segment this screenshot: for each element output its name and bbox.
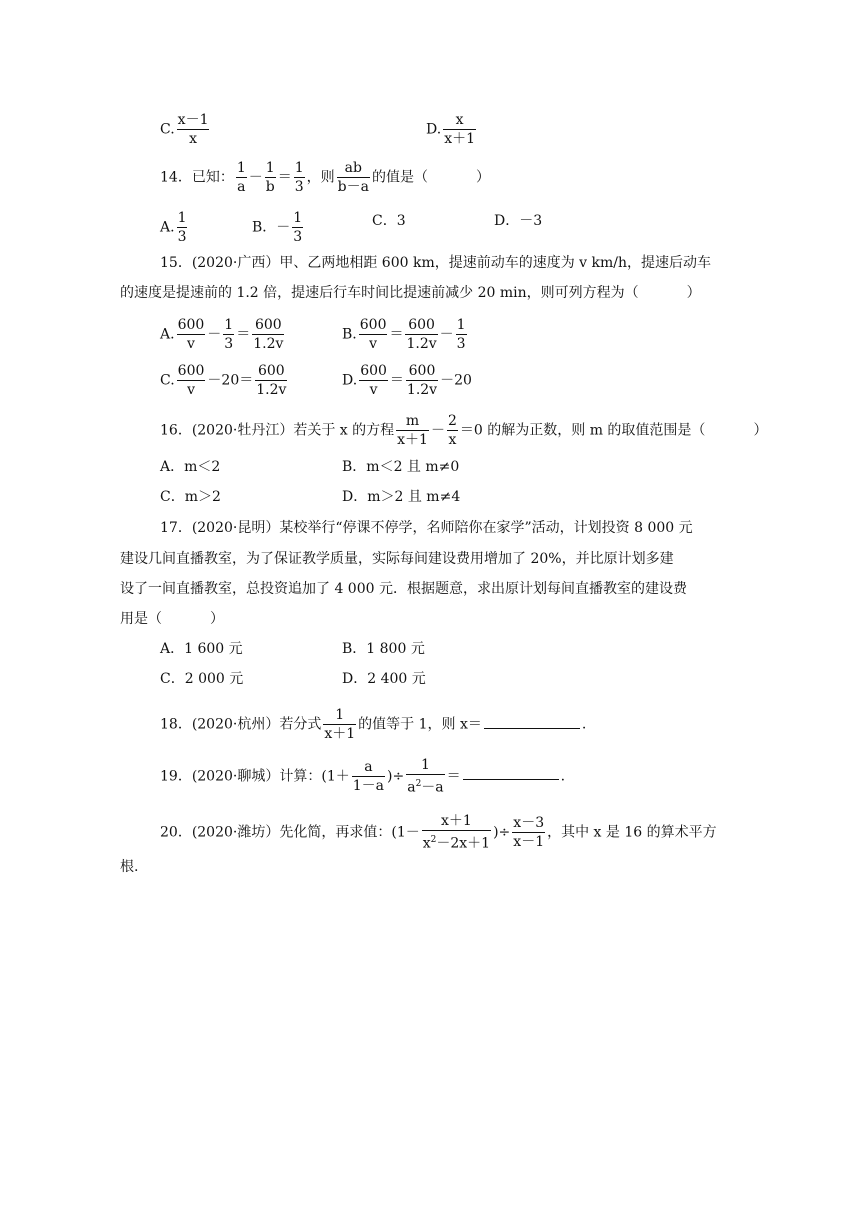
numerator: ab <box>337 159 370 178</box>
q15-option-b <box>342 316 469 353</box>
q17-option-d: D．2 400 元 <box>342 671 426 687</box>
denominator-text: －a <box>421 779 444 796</box>
numerator: 1 <box>323 706 356 725</box>
operator: )÷ <box>493 824 511 841</box>
numerator: 600 <box>255 362 287 381</box>
q17-stem-line3: 设了一间直播教室，总投资追加了 4 000 元．根据题意，求出原计划每间直播教室的建设费 <box>120 581 687 597</box>
question-text: ） <box>475 169 490 186</box>
q14-option-c: C．3 <box>372 213 406 229</box>
numerator: 600 <box>405 316 437 335</box>
fraction <box>405 316 437 353</box>
fraction <box>294 159 305 196</box>
denominator: x＋1 <box>324 726 356 742</box>
numerator: 1 <box>224 317 234 333</box>
exponent: 2 <box>430 835 437 845</box>
denominator: x <box>448 432 457 448</box>
question-text: 18．(2020·杭州）若分式 <box>160 716 322 733</box>
option-label: B．－ <box>252 219 291 236</box>
denominator: 1.2v <box>406 336 437 352</box>
fraction <box>406 756 444 797</box>
fraction <box>337 159 370 196</box>
denominator: x <box>189 131 198 147</box>
numerator: a <box>352 758 385 777</box>
denominator-text: x <box>422 835 431 852</box>
fraction <box>352 758 385 795</box>
fraction <box>396 412 429 449</box>
fraction <box>292 209 303 246</box>
q17-option-a: A．1 600 元 <box>160 641 243 657</box>
fraction <box>323 706 356 743</box>
fraction <box>177 111 210 148</box>
denominator: v <box>369 382 378 398</box>
question-text: ） <box>210 611 224 627</box>
question-text: 用是（ <box>120 611 162 627</box>
question-text: 20．(2020·潍坊）先化简，再求值：(1－ <box>160 824 420 841</box>
option-label: C. <box>160 121 175 138</box>
q17-stem-line1: 17．(2020·昆明）某校举行“停课不停学，名师陪你在家学”活动，计划投资 8 000 元 <box>160 520 693 536</box>
numerator: 1 <box>406 756 444 775</box>
option-label: A. <box>160 219 175 236</box>
q16-option-a: A．m＜2 <box>160 459 221 475</box>
denominator: 1.2v <box>253 336 284 352</box>
operator: ＝ <box>277 169 292 186</box>
fraction <box>512 814 545 851</box>
option-label: B. <box>342 326 357 343</box>
denominator: v <box>369 336 378 352</box>
fraction <box>406 362 438 399</box>
fraction <box>236 159 247 196</box>
denominator: v <box>187 382 195 398</box>
numerator: m <box>396 412 429 431</box>
answer-blank[interactable] <box>484 714 580 729</box>
fraction <box>177 209 188 246</box>
q15-stem-line2 <box>120 283 701 303</box>
denominator-text: a <box>407 779 416 796</box>
question-text: ，其中 x 是 16 的算术平方 <box>547 824 717 841</box>
fraction <box>223 316 234 353</box>
q17-option-c: C．2 000 元 <box>160 671 244 687</box>
denominator: 1.2v <box>406 382 438 398</box>
fraction <box>422 812 491 853</box>
operator: － <box>248 169 263 186</box>
q16-option-d: D．m＞2 且 m≠4 <box>342 489 461 505</box>
numerator: x <box>443 111 476 130</box>
numerator: 1 <box>177 210 187 226</box>
numerator: x－1 <box>177 112 209 128</box>
q15-option-d <box>342 362 472 399</box>
question-text: ） <box>686 285 701 301</box>
question-text: 19．(2020·聊城）计算：(1＋ <box>160 768 350 785</box>
denominator: b－a <box>337 179 369 195</box>
q16-stem <box>160 412 767 449</box>
q15-stem-line1: 15．(2020·广西）甲、乙两地相距 600 km，提速前动车的速度为 v km/h，提速后动车 <box>160 255 712 271</box>
q19-stem <box>160 756 565 797</box>
exponent: 2 <box>415 779 422 789</box>
numerator: 600 <box>406 362 438 381</box>
numerator: 600 <box>360 363 387 379</box>
denominator: v <box>186 336 195 352</box>
operator: － <box>430 422 445 439</box>
operator: ＝ <box>389 372 404 389</box>
denominator: 3 <box>224 336 234 352</box>
operator: )÷ <box>387 768 405 785</box>
fraction <box>359 316 388 353</box>
numerator: x＋1 <box>422 812 491 831</box>
denominator: a <box>237 179 246 195</box>
denominator: x－1 <box>513 833 545 850</box>
q17-stem-line4 <box>120 609 224 629</box>
q14-option-a <box>160 209 189 246</box>
fraction <box>359 362 388 399</box>
fraction <box>447 412 458 449</box>
operator: －20＝ <box>207 372 254 389</box>
question-text: . <box>581 716 587 733</box>
denominator: 3 <box>456 336 466 352</box>
q20-stem-line2: 根. <box>120 859 139 875</box>
q17-stem-line2: 建设几间直播教室，为了保证教学质量，实际每间建设费用增加了 20%，并比原计划多建 <box>120 551 674 567</box>
denominator: 3 <box>177 229 187 245</box>
numerator: 1 <box>294 160 304 176</box>
q16-option-c: C．m＞2 <box>160 489 221 505</box>
operator: － <box>207 326 222 343</box>
q14-option-b <box>252 209 305 246</box>
q17-option-b: B．1 800 元 <box>342 641 425 657</box>
numerator: x－3 <box>513 814 545 831</box>
numerator: 1 <box>265 160 275 176</box>
option-label: D. <box>426 121 442 138</box>
fraction <box>265 159 276 196</box>
q18-stem <box>160 706 586 743</box>
numerator: 1 <box>456 317 466 333</box>
question-text: ＝0 的解为正数，则 m 的取值范围是（ <box>459 422 706 439</box>
denominator: 1－a <box>352 777 384 794</box>
numerator: 600 <box>177 317 205 333</box>
operator: ＝ <box>236 326 251 343</box>
q13-option-d <box>426 111 478 148</box>
denominator: x＋1 <box>397 432 428 448</box>
q16-option-b: B．m＜2 且 m≠0 <box>342 459 460 475</box>
question-text: ，则 <box>306 169 335 186</box>
numerator: 600 <box>177 363 205 379</box>
fraction <box>177 316 206 353</box>
operator: －20 <box>440 372 472 389</box>
question-text: 的速度是提速前的 1.2 倍，提速后行车时间比提速前减少 20 min，则可列方程为（ <box>120 285 639 301</box>
denominator: x＋1 <box>444 131 475 147</box>
option-label: D. <box>342 372 358 389</box>
denominator <box>422 831 491 853</box>
q13-option-c <box>160 111 211 148</box>
option-label: A. <box>160 326 175 343</box>
question-text: ） <box>753 422 768 439</box>
numerator: 1 <box>293 210 303 226</box>
q14-stem <box>160 159 490 196</box>
option-label: C. <box>160 372 175 389</box>
fraction <box>252 316 284 353</box>
question-text: 16．(2020·牡丹江）若关于 x 的方程 <box>160 422 395 439</box>
denominator-text: －2x＋1 <box>436 835 491 852</box>
question-text: . <box>560 768 566 785</box>
numerator: 1 <box>236 160 246 176</box>
question-text: 的值是（ <box>371 169 428 186</box>
question-text: 14．已知： <box>160 169 234 186</box>
numerator: 600 <box>252 316 284 335</box>
numerator: 600 <box>359 317 387 333</box>
fraction <box>177 362 206 399</box>
denominator: 3 <box>293 229 303 245</box>
fraction <box>456 316 467 353</box>
q20-stem <box>160 812 717 853</box>
q15-option-a <box>160 316 286 353</box>
operator: － <box>439 326 454 343</box>
denominator <box>406 775 444 797</box>
answer-blank[interactable] <box>463 765 559 780</box>
fraction <box>443 111 476 148</box>
denominator: 3 <box>294 179 304 195</box>
fraction <box>255 362 287 399</box>
operator: ＝ <box>389 326 404 343</box>
numerator: 2 <box>447 413 457 429</box>
q15-option-c <box>160 362 289 399</box>
denominator: 1.2v <box>256 382 287 398</box>
question-text: 的值等于 1，则 x＝ <box>358 716 482 733</box>
denominator: b <box>265 179 275 195</box>
q14-option-d: D．－3 <box>494 213 543 229</box>
operator: ＝ <box>446 768 461 785</box>
